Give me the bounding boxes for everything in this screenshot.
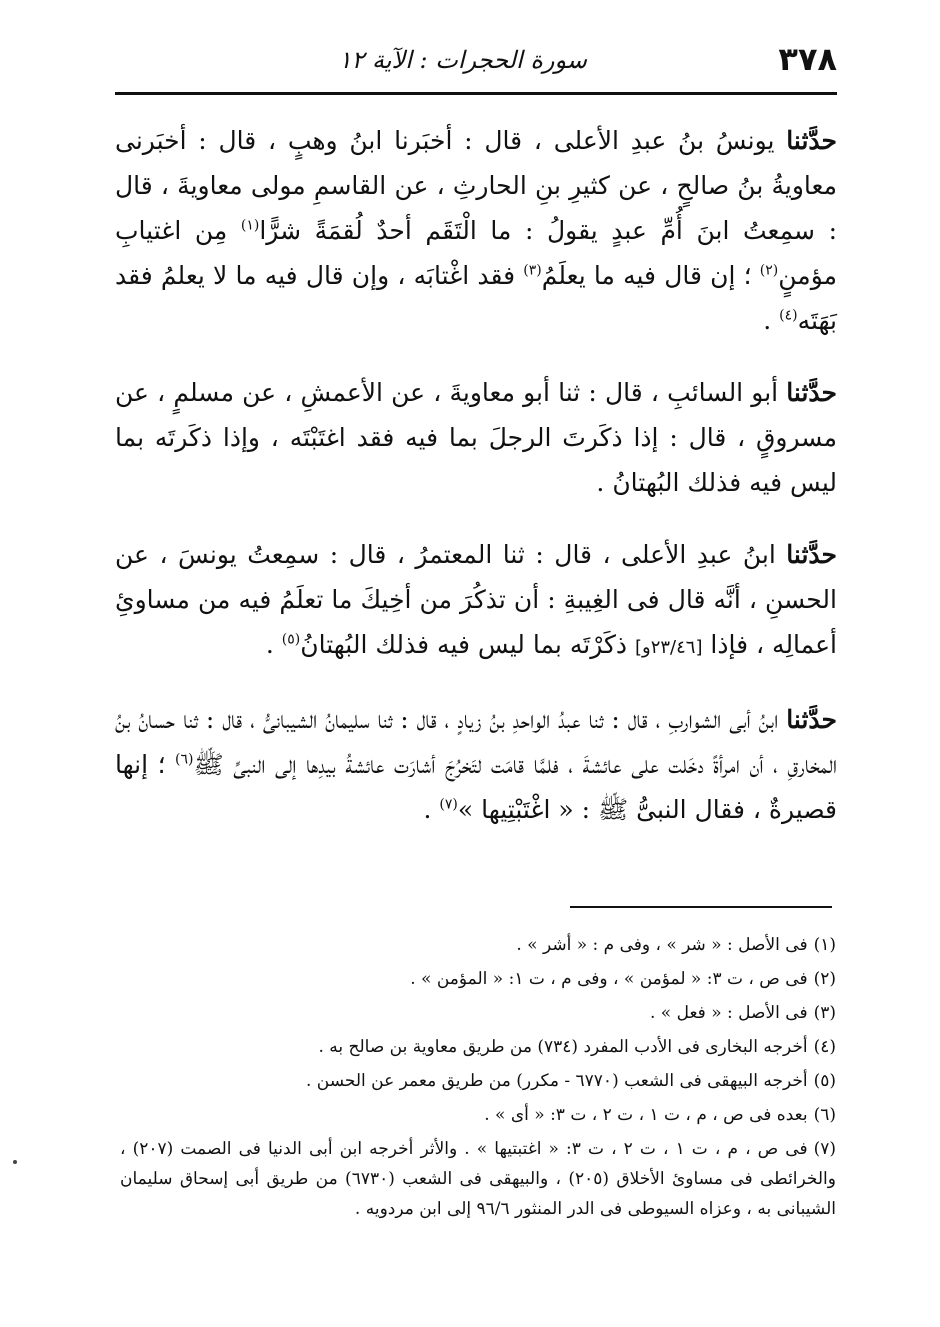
footnote-text: أخرجه البيهقى فى الشعب (٦٧٧٠ - مكرر) من طريق معمر عن الحسن . — [305, 1071, 808, 1091]
paragraph-text: . — [265, 630, 282, 659]
paragraph-text: . — [423, 795, 440, 824]
footnote-number: (٥) — [813, 1071, 836, 1091]
footnote-text: فى ص ، ت ٣: « لمؤمن » ، وفى م ، ت ١: « المؤمن » . — [410, 969, 808, 989]
footnote-item — [120, 1032, 836, 1062]
paragraph-text: يونسُ بنُ عبدِ الأعلى ، قال : أخبَرنا ابنُ وهبٍ ، قال : أخبَرنى معاويةُ بنُ صالحٍ ، عن كثيرِ بنِ الحارثِ ، عن القاسمِ مولى معاويةَ ، قال : سمِعتُ ابنَ أُمِّ عبدٍ يقولُ : ما الْتَقَم أحدٌ لُقمَةً شرًّا — [115, 126, 837, 245]
hadith-paragraph — [115, 370, 837, 505]
paragraph-opener: حدَّثنا — [786, 540, 837, 569]
manuscript-folio-reference: [٢٣/٤٦و] — [634, 637, 703, 658]
footnote-text: فى الأصل : « شر » ، وفى م : « أشر » . — [516, 935, 808, 955]
running-title: سورة الحجرات : الآية ١٢ — [338, 46, 587, 74]
footnote-item — [120, 964, 836, 994]
main-text — [115, 118, 837, 859]
header-rule — [115, 92, 837, 95]
footnote-text: فى الأصل : « فعل » . — [649, 1003, 808, 1023]
footnote-number: (٤) — [813, 1037, 836, 1057]
footnote-item — [120, 1066, 836, 1096]
paragraph-text: ؛ إن قال فيه ما يعلَمُ — [541, 261, 760, 290]
footnote-text: أخرجه البخارى فى الأدب المفرد (٧٣٤) من طريق معاوية بن صالح به . — [318, 1037, 808, 1057]
footnote-item — [120, 998, 836, 1028]
hadith-paragraph — [115, 532, 837, 670]
page-number: ٣٧٨ — [778, 40, 837, 78]
paragraph-text: ابنُ عبدِ الأعلى ، قال : ثنا المعتمرُ ، قال : سمِعتُ يونسَ ، عن الحسنِ ، أنَّه قال فى الغِيبةِ : أن تذكُرَ من أخِيكَ ما تعلَمُ فيه من مساوئِ أعمالِه ، فإذا — [115, 540, 837, 659]
paragraph-text: ؛ إنها قصيرةٌ ، فقال النبىُّ ﷺ : « اغْتَبْتِيها » — [115, 750, 837, 824]
footnote-reference: (٢) — [759, 262, 779, 279]
footnote-item — [120, 930, 836, 960]
footnote-number: (١) — [813, 935, 836, 955]
paragraph-text: أبو السائبِ ، قال : ثنا أبو معاويةَ ، عن الأعمشِ ، عن مسلمٍ ، عن مسروقٍ ، قال : إذا ذكَرتَ الرجلَ بما فيه فقد اغتَبْتَه ، وإذا ذكَرتَه بما ليس فيه فذلك البُهتانُ . — [115, 378, 837, 497]
paragraph-text: ابنُ أبى الشواربِ ، قال : ثنا عبدُ الواحدِ بنُ زيادٍ ، قال : ثنا سليمانُ الشيبانىُّ ، قال : ثنا حسانُ بنُ المخارقِ ، أن امرأةً دخَلت على عائشةَ ، فلمَّا قامَت لتَخرُجَ أشارَت عائشةُ بيدِها إلى النبىِّ ﷺ — [115, 705, 838, 779]
footnote-item — [120, 1100, 836, 1130]
paragraph-opener: حدَّثنا — [786, 126, 837, 155]
paragraph-text: فقد اغْتابَه ، وإن قال فيه ما لا يعلمُ فقد بَهَتَه — [115, 261, 837, 335]
footnote-reference: (٦) — [175, 751, 194, 768]
footnote-reference: (١) — [240, 217, 260, 234]
paragraph-text: . — [763, 306, 780, 335]
hadith-paragraph — [115, 697, 837, 832]
footnote-text: بعده فى ص ، م ، ت ١ ، ت ٢ ، ت ٣: « أى » . — [484, 1105, 808, 1125]
paragraph-opener: حدَّثنا — [786, 705, 837, 734]
footnote-reference: (٥) — [281, 631, 301, 648]
paragraph-opener: حدَّثنا — [786, 378, 837, 407]
hadith-paragraph — [115, 118, 837, 343]
paragraph-text: مِن اغتيابِ مؤمنٍ — [115, 216, 837, 290]
footnote-rule — [570, 906, 832, 908]
footnote-number: (٢) — [813, 969, 836, 989]
footnotes — [120, 930, 836, 1228]
paragraph-text: ذكَرْتَه بما ليس فيه فذلك البُهتانُ — [300, 630, 635, 659]
footnote-reference: (٧) — [439, 796, 458, 813]
footnote-number: (٧) — [813, 1139, 837, 1159]
footnote-reference: (٤) — [779, 307, 798, 324]
footnote-text: فى ص ، م ، ت ١ ، ت ٢ ، ت ٣: « اغتبتيها » . والأثر أخرجه ابن أبى الدنيا فى الصمت (٢٠٧) ، والخرائطى فى مساوئ الأخلاق (٢٠٥) ، والبيهقى فى الشعب (٦٧٣٠) من طريق أبى إسحاق سليمان الشيبانى به ، وعزاه السيوطى فى الدر المنثور ٩٦/٦ إلى ابن مردويه . — [120, 1139, 836, 1219]
footnote-reference: (٣) — [523, 262, 542, 279]
footnote-number: (٦) — [813, 1105, 836, 1125]
footnote-item — [120, 1134, 836, 1224]
scan-speck — [13, 1160, 17, 1164]
footnote-number: (٣) — [813, 1003, 836, 1023]
page-header — [115, 38, 837, 86]
